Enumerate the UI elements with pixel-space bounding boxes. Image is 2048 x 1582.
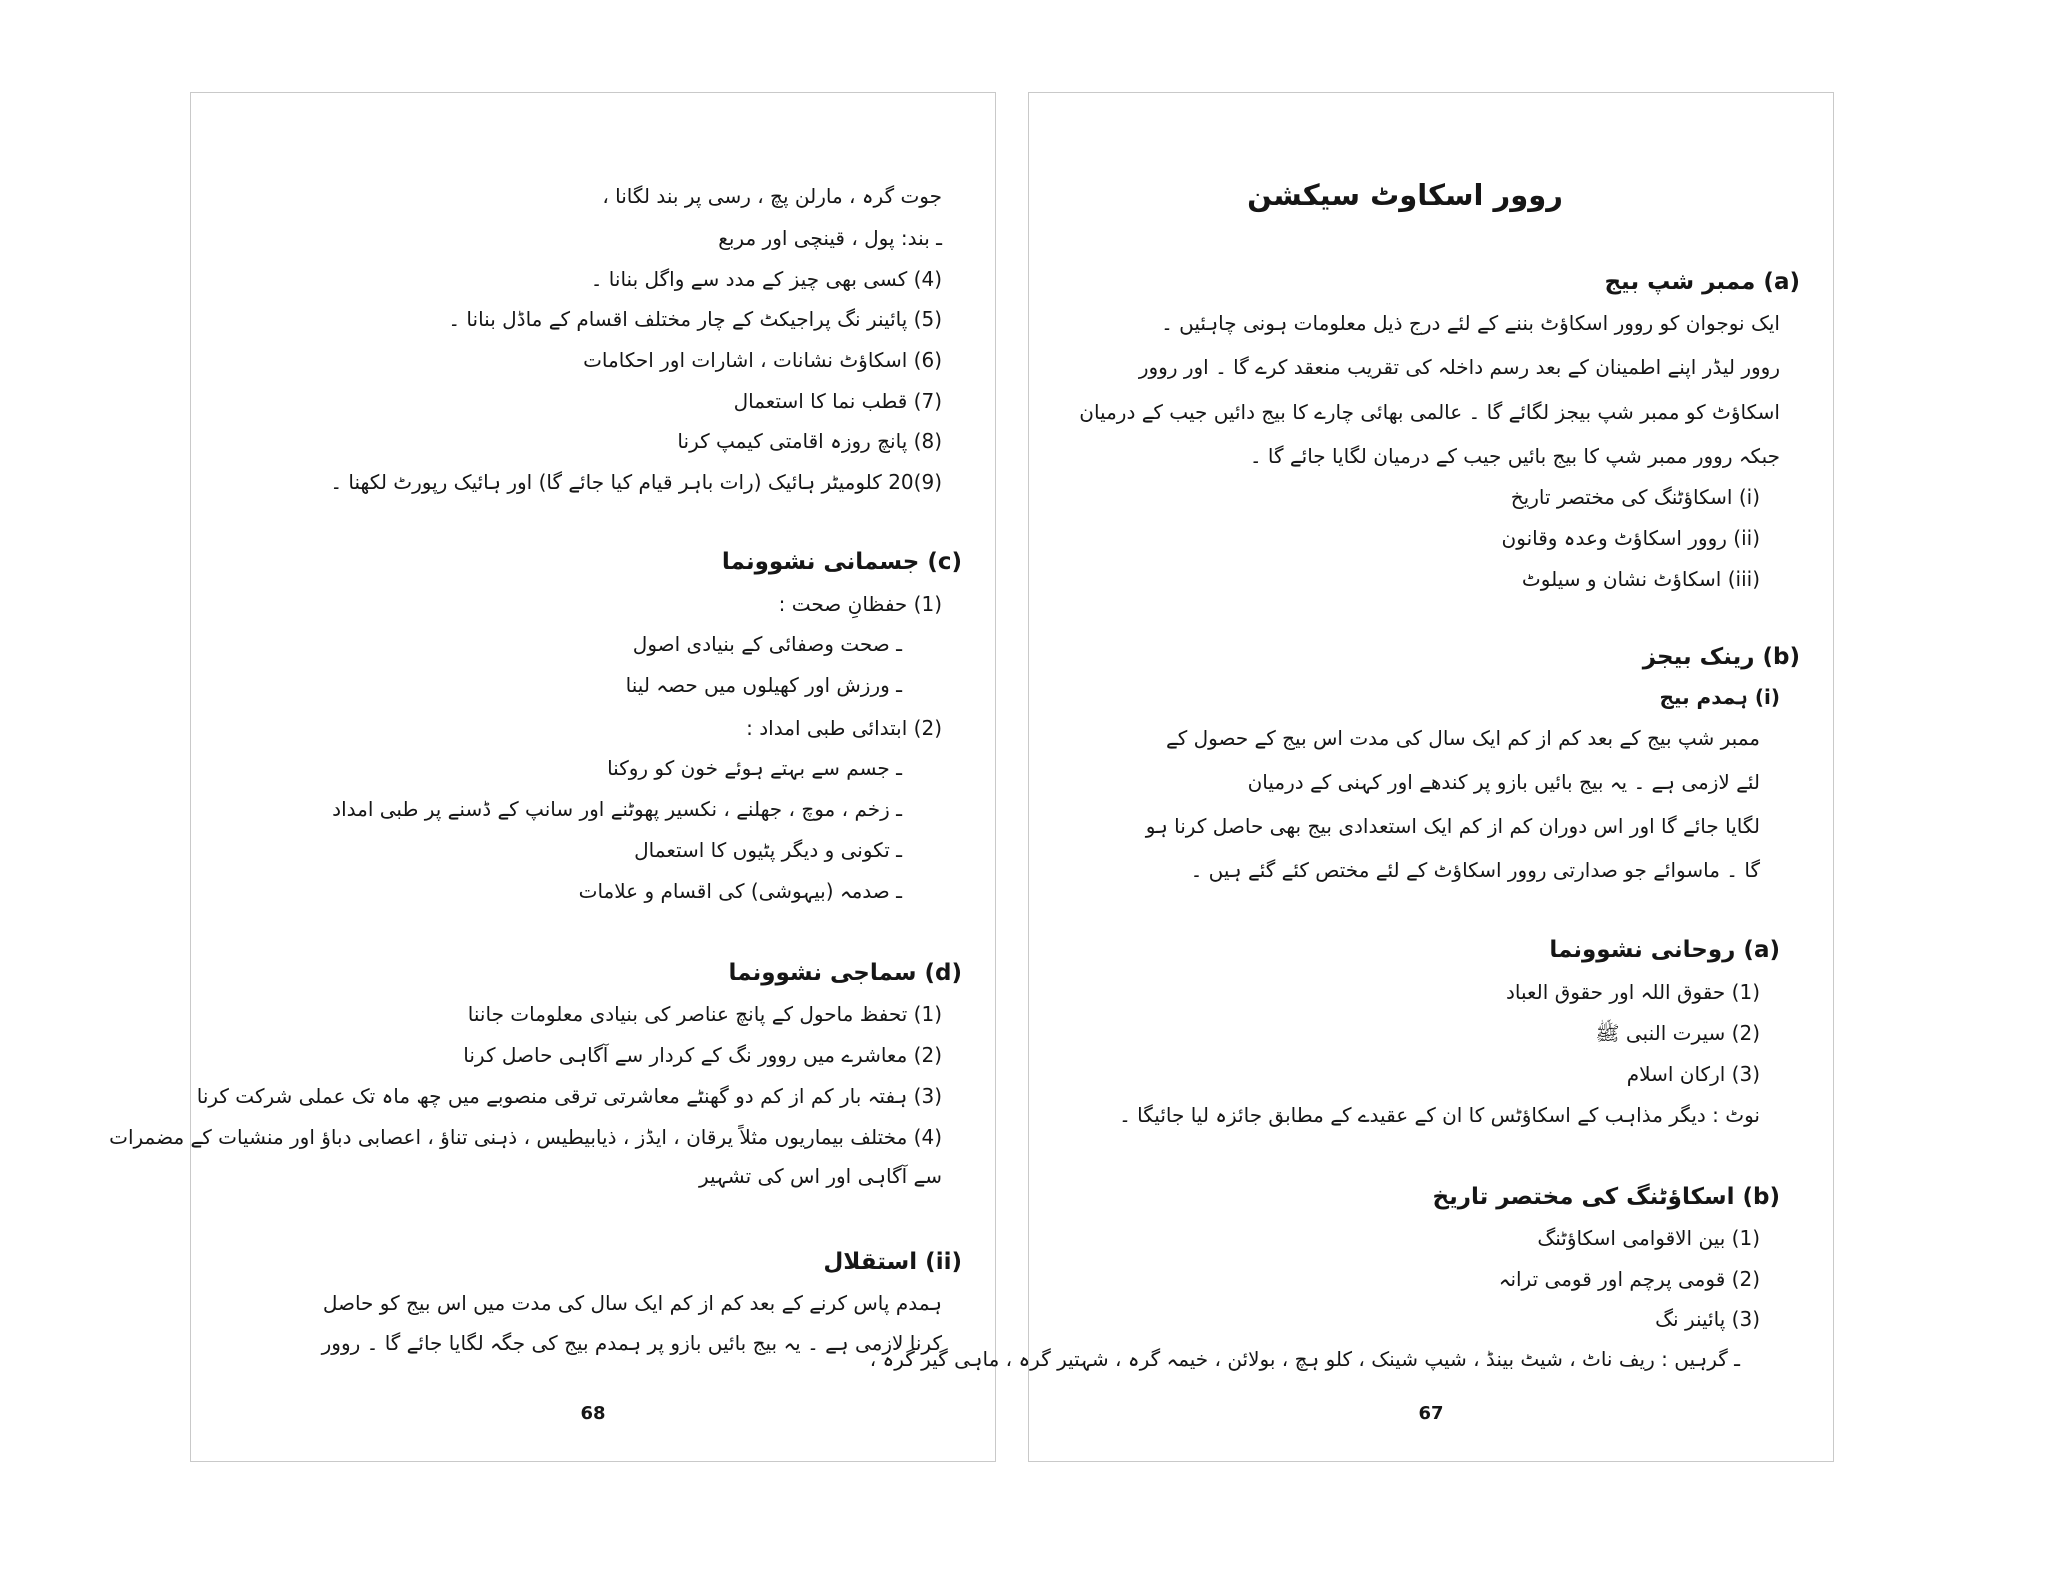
text-line: (2) ابتدائی طبی امداد : bbox=[746, 716, 942, 740]
section-heading: (a) روحانی نشوونما bbox=[1549, 937, 1780, 963]
text-line: (6) اسکاؤٹ نشانات ، اشارات اور احکامات bbox=[583, 348, 942, 372]
text-line: (2) قومی پرچم اور قومی ترانہ bbox=[1498, 1267, 1760, 1291]
text-line: ممبر شپ بیج کے بعد کم از کم ایک سال کی مدت اس بیج کے حصول کے bbox=[1166, 726, 1760, 750]
text-line: ـ جسم سے بہتے ہوئے خون کو روکنا bbox=[607, 756, 902, 780]
text-line: (i) اسکاؤٹنگ کی مختصر تاریخ bbox=[1510, 485, 1760, 509]
section-heading: (a) ممبر شپ بیج bbox=[1604, 269, 1800, 295]
text-line: ایک نوجوان کو روور اسکاؤٹ بننے کے لئے درج ذیل معلومات ہونی چاہئیں ۔ bbox=[1161, 311, 1780, 335]
text-line: سے آگاہی اور اس کی تشہیر bbox=[698, 1164, 942, 1188]
text-line: (3) ہفتہ بار کم از کم دو گھنٹے معاشرتی ترقی منصوبے میں چھ ماہ تک عملی شرکت کرنا bbox=[196, 1084, 942, 1108]
text-line: (1) حقوق اللہ اور حقوق العباد bbox=[1506, 980, 1760, 1004]
text-line: ـ صدمہ (بیہوشی) کی اقسام و علامات bbox=[578, 879, 902, 903]
text-line: ـ صحت وصفائی کے بنیادی اصول bbox=[632, 632, 902, 656]
section-heading: (b) اسکاؤٹنگ کی مختصر تاریخ bbox=[1432, 1184, 1780, 1210]
text-line: (9)20 کلومیٹر ہائیک (رات باہر قیام کیا جائے گا) اور ہائیک رپورٹ لکھنا ۔ bbox=[330, 470, 942, 494]
text-line: (iii) اسکاؤٹ نشان و سیلوٹ bbox=[1521, 567, 1760, 591]
text-line: اسکاؤٹ کو ممبر شپ بیجز لگائے گا ۔ عالمی بھائی چارے کا بیج دائیں جیب کے درمیان bbox=[1079, 400, 1780, 424]
text-line: جوت گرہ ، مارلن پچ ، رسی پر بند لگانا ، bbox=[602, 184, 942, 208]
text-line: ـ تکونی و دیگر پٹیوں کا استعمال bbox=[634, 838, 902, 862]
text-line: روور لیڈر اپنے اطمینان کے بعد رسم داخلہ کی تقریب منعقد کرے گا ۔ اور روور bbox=[1138, 355, 1780, 379]
text-line: گا ۔ ماسوائے جو صدارتی روور اسکاؤٹ کے لئے مختص کئے گئے ہیں ۔ bbox=[1190, 858, 1760, 882]
page-68 bbox=[109, 92, 996, 1462]
page-title: روور اسکاوٹ سیکشن bbox=[1247, 178, 1563, 212]
text-line: (4) مختلف بیماریوں مثلاً یرقان ، ایڈز ، ذیابیطیس ، ذہنی تناؤ ، اعصابی دباؤ اور منشیات کے مضمرات bbox=[109, 1125, 942, 1149]
text-line: (5) پائینر نگ پراجیکٹ کے چار مختلف اقسام کے ماڈل بنانا ۔ bbox=[448, 307, 942, 331]
text-line: ـ بند: پول ، قینچی اور مربع bbox=[718, 226, 942, 250]
text-line: (7) قطب نما کا استعمال bbox=[733, 389, 942, 413]
page-number: 67 bbox=[1418, 1403, 1444, 1424]
text-line: (1) حفظانِ صحت : bbox=[778, 592, 942, 616]
text-line: ـ گرہیں : ریف ناٹ ، شیٹ بینڈ ، شیپ شینک ، کلو ہچ ، بولائن ، خیمہ گرہ ، شہتیر گرہ ، ماہی گیر گرہ ، bbox=[869, 1347, 1740, 1371]
text-line: (4) کسی بھی چیز کے مدد سے واگل بنانا ۔ bbox=[590, 267, 942, 291]
section-heading: (d) سماجی نشوونما bbox=[728, 960, 962, 986]
text-line: ہمدم پاس کرنے کے بعد کم از کم ایک سال کی مدت میں اس بیج کو حاصل bbox=[322, 1291, 942, 1315]
text-line: (8) پانچ روزہ اقامتی کیمپ کرنا bbox=[677, 429, 942, 453]
section-heading: (b) رینک بیجز bbox=[1642, 644, 1800, 670]
text-line: کرنا لازمی ہے ۔ یہ بیج بائیں بازو پر ہمدم بیج کی جگہ لگایا جائے گا ۔ روور bbox=[321, 1331, 942, 1355]
subsection-heading: (i) ہمدم بیج bbox=[1659, 685, 1780, 709]
text-line: (3) پائینر نگ bbox=[1655, 1307, 1760, 1331]
text-line: (3) ارکان اسلام bbox=[1626, 1062, 1760, 1086]
text-line: (2) سیرت النبی ﷺ bbox=[1595, 1021, 1760, 1045]
text-line: (ii) روور اسکاؤٹ وعدہ وقانون bbox=[1501, 526, 1760, 550]
text-line: لگایا جائے گا اور اس دوران کم از کم ایک استعدادی بیج بھی حاصل کرنا ہو bbox=[1145, 814, 1760, 838]
text-line: لئے لازمی ہے ۔ یہ بیج بائیں بازو پر کندھے اور کہنی کے درمیان bbox=[1247, 770, 1760, 794]
page-number: 68 bbox=[580, 1403, 606, 1424]
text-line: ـ زخم ، موچ ، جھلنے ، نکسیر پھوٹنے اور سانپ کے ڈسنے پر طبی امداد bbox=[332, 797, 902, 821]
text-line: (1) تحفظ ماحول کے پانچ عناصر کی بنیادی معلومات جاننا bbox=[467, 1002, 942, 1026]
text-line: (1) بین الاقوامی اسکاؤٹنگ bbox=[1537, 1226, 1760, 1250]
text-line: ـ ورزش اور کھیلوں میں حصہ لینا bbox=[625, 673, 902, 697]
text-line: جبکہ روور ممبر شپ کا بیج بائیں جیب کے درمیان لگایا جائے گا ۔ bbox=[1249, 444, 1780, 468]
note-line: نوٹ : دیگر مذاہب کے اسکاؤٹس کا ان کے عقیدے کے مطابق جائزہ لیا جائیگا ۔ bbox=[1119, 1103, 1760, 1127]
text-line: (2) معاشرے میں روور نگ کے کردار سے آگاہی حاصل کرنا bbox=[463, 1043, 942, 1067]
section-heading: (ii) استقلال bbox=[823, 1249, 962, 1275]
section-heading: (c) جسمانی نشوونما bbox=[721, 549, 962, 575]
